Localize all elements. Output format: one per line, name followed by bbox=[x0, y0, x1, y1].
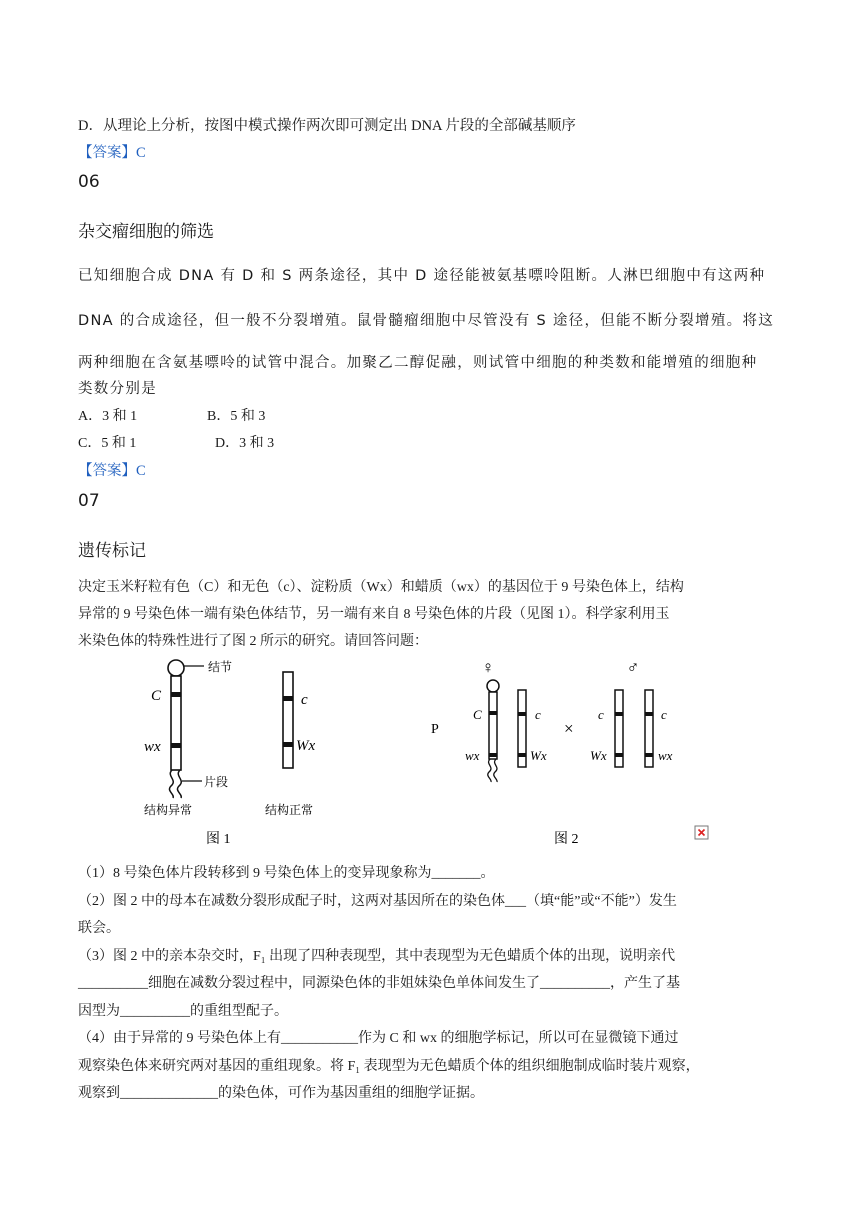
gene-label-C: C bbox=[151, 688, 162, 704]
gene-label-c: c bbox=[598, 707, 604, 722]
figure-2 bbox=[420, 654, 720, 854]
question-4: （4）由于异常的 9 号染色体上有___________作为 C 和 wx 的细胞学标记，所以可在显微镜下通过 bbox=[78, 1031, 679, 1046]
male-normal-chromosome-1 bbox=[615, 690, 623, 767]
question-stem-line: 米染色体的特殊性进行了图 2 所示的研究。请回答问题： bbox=[78, 634, 428, 649]
figure-caption: 图 1 bbox=[206, 832, 231, 847]
fragment-label: 片段 bbox=[204, 775, 229, 789]
question-3-cont: __________细胞在减数分裂过程中，同源染色体的非姐妹染色单体间发生了__________，产生了基 bbox=[78, 976, 680, 991]
fragment-icon bbox=[488, 759, 497, 782]
section-number: 06 bbox=[78, 172, 100, 192]
answer-label: 【答案】C bbox=[78, 463, 146, 479]
male-normal-chromosome-2 bbox=[645, 690, 653, 767]
question-stem-line: 异常的 9 号染色体一端有染色体结节，另一端有来自 8 号染色体的片段（见图 1）。科学家利用玉 bbox=[78, 607, 670, 622]
question-1: （1）8 号染色体片段转移到 9 号染色体上的变异现象称为_______。 bbox=[78, 866, 495, 881]
knob-icon bbox=[487, 680, 499, 692]
question-stem-line: 已知细胞合成 DNA 有 D 和 S 两条途径，其中 D 途径能被氨基嘌呤阻断。人淋巴细胞中有这两种 bbox=[78, 268, 766, 284]
female-abnormal-chromosome bbox=[487, 680, 499, 782]
question-4-cont: 观察到______________的染色体，可作为基因重组的细胞学证据。 bbox=[78, 1086, 484, 1101]
knob-icon bbox=[168, 660, 184, 676]
option-b: B．5 和 3 bbox=[207, 409, 266, 424]
normal-caption: 结构正常 bbox=[265, 803, 314, 817]
section-title: 杂交瘤细胞的筛选 bbox=[78, 222, 214, 242]
question-3: （3）图 2 中的亲本杂交时，F₁ 出现了四种表现型，其中表现型为无色蜡质个体的出现，说明亲代 bbox=[78, 949, 676, 964]
band-Wx bbox=[283, 742, 293, 747]
band-C bbox=[171, 692, 181, 697]
section-title: 遗传标记 bbox=[78, 541, 146, 561]
parent-label: P bbox=[431, 722, 439, 737]
gene-label-c: c bbox=[535, 707, 541, 722]
question-stem-line: 类数分别是 bbox=[78, 381, 157, 397]
normal-chromosome bbox=[283, 672, 293, 768]
question-3-cont: 因型为__________的重组型配子。 bbox=[78, 1004, 288, 1019]
question-2-cont: 联会。 bbox=[78, 921, 120, 936]
question-2: （2）图 2 中的母本在减数分裂形成配子时，这两对基因所在的染色体___（填“能”或“不能”）发生 bbox=[78, 894, 677, 909]
gene-label-wx: wx bbox=[465, 748, 480, 763]
gene-label-wx: wx bbox=[144, 739, 161, 755]
female-normal-chromosome bbox=[518, 690, 526, 767]
gene-label-Wx: Wx bbox=[590, 748, 607, 763]
gene-label-C: C bbox=[473, 707, 482, 722]
gene-label-c: c bbox=[661, 707, 667, 722]
question-stem-line: 决定玉米籽粒有色（C）和无色（c）、淀粉质（Wx）和蜡质（wx）的基因位于 9 号染色体上，结构 bbox=[78, 580, 684, 595]
female-icon: ♀ bbox=[481, 658, 495, 677]
figure-caption: 图 2 bbox=[554, 832, 579, 847]
question-stem-line: DNA 的合成途径，但一般不分裂增殖。鼠骨髓瘤细胞中尽管没有 S 途径，但能不断分裂增殖。将这 bbox=[78, 313, 775, 329]
fragment-icon bbox=[169, 770, 181, 798]
abnormal-caption: 结构异常 bbox=[144, 803, 193, 817]
question-4-cont: 观察染色体来研究两对基因的重组现象。将 F₁ 表现型为无色蜡质个体的组织细胞制成临时装片观察， bbox=[78, 1059, 700, 1074]
gene-label-wx: wx bbox=[658, 748, 673, 763]
figure-1 bbox=[130, 654, 360, 854]
section-number: 07 bbox=[78, 491, 100, 511]
cross-symbol: × bbox=[564, 719, 574, 738]
knob-label: 结节 bbox=[208, 660, 233, 674]
option-c: C．5 和 1 bbox=[78, 436, 137, 451]
gene-label-Wx: Wx bbox=[530, 748, 547, 763]
answer-label: 【答案】C bbox=[78, 145, 146, 161]
gene-label-c: c bbox=[301, 692, 308, 708]
option-d: D．从理论上分析，按图中模式操作两次即可测定出 DNA 片段的全部碱基顺序 bbox=[78, 118, 576, 134]
broken-image-icon bbox=[695, 826, 708, 839]
band-c bbox=[283, 696, 293, 701]
abnormal-chromosome bbox=[168, 660, 204, 798]
option-a: A．3 和 1 bbox=[78, 409, 138, 424]
band-wx bbox=[171, 743, 181, 748]
male-icon: ♂ bbox=[626, 658, 640, 677]
question-stem-line: 两种细胞在含氨基嘌呤的试管中混合。加聚乙二醇促融，则试管中细胞的种类数和能增殖的细胞种 bbox=[78, 355, 758, 371]
option-d: D．3 和 3 bbox=[215, 436, 275, 451]
gene-label-Wx: Wx bbox=[296, 738, 316, 754]
